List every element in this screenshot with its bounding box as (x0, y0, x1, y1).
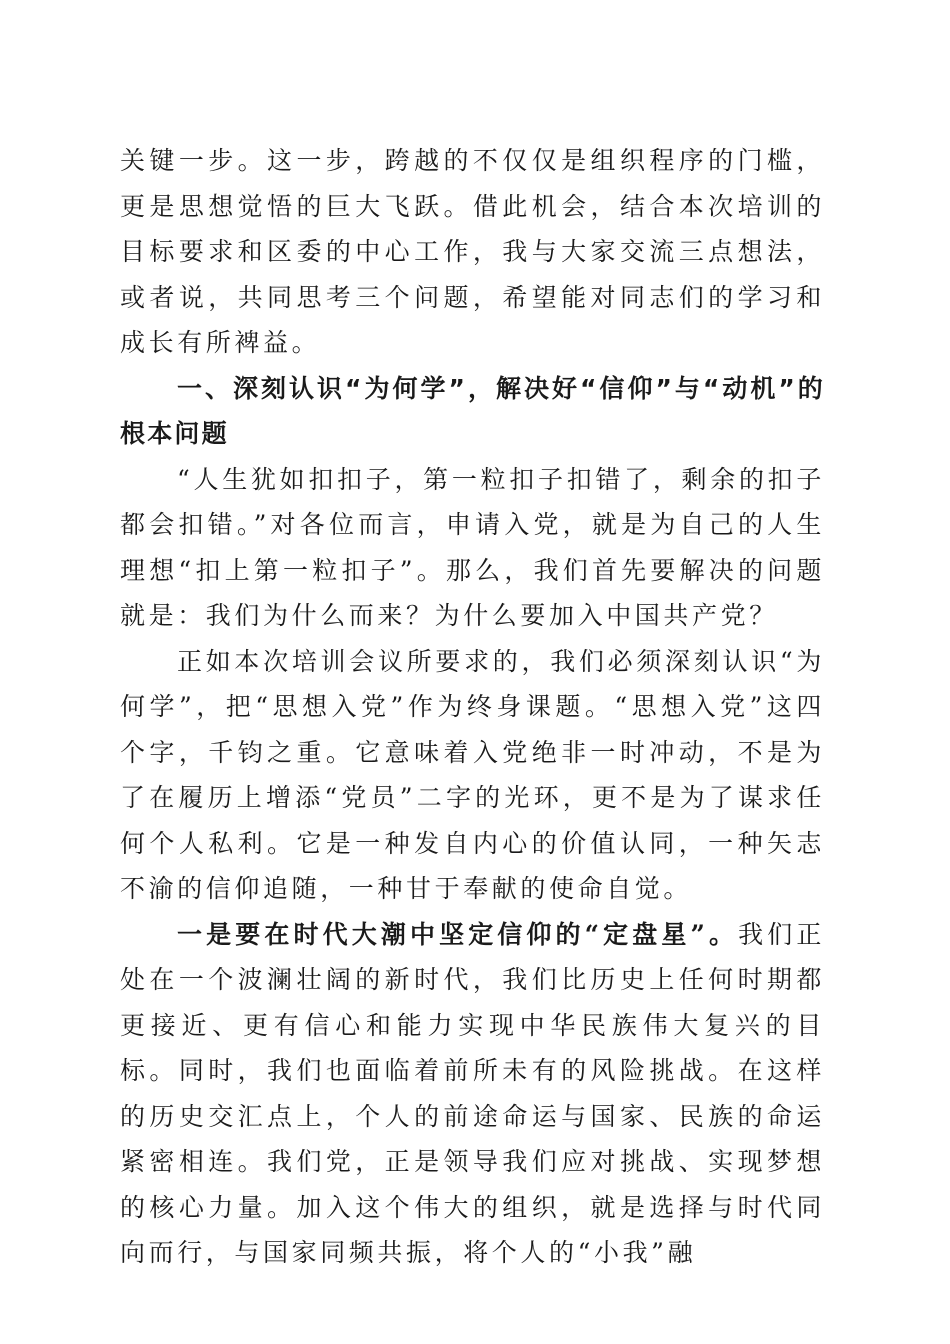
point-lead-text: 一是要在时代大潮中坚定信仰的“定盘星”。 (177, 919, 739, 949)
body-paragraph: “人生犹如扣扣子，第一粒扣子扣错了，剩余的扣子都会扣错。”对各位而言，申请入党，就是为自己的人生理想“扣上第一粒扣子”。那么，我们首先要解决的问题就是：我们为什么而来？为什么要加入中国共产党？ (120, 464, 825, 630)
body-paragraph (120, 912, 825, 1276)
document-body (120, 138, 825, 1276)
point-body-text: 我们正处在一个波澜壮阔的新时代，我们比历史上任何时期都更接近、更有信心和能力实现中华民族伟大复兴的目标。同时，我们也面临着前所未有的风险挑战。在这样的历史交汇点上，个人的前途命运与国家、民族的命运紧密相连。我们党，正是领导我们应对挑战、实现梦想的核心力量。加入这个伟大的组织，就是选择与时代同向而行，与国家同频共振，将个人的“小我”融 (120, 919, 825, 1267)
section-heading: 一、深刻认识“为何学”，解决好“信仰”与“动机”的根本问题 (120, 373, 825, 448)
body-paragraph: 关键一步。这一步，跨越的不仅仅是组织程序的门槛，更是思想觉悟的巨大飞跃。借此机会，结合本次培训的目标要求和区委的中心工作，我与大家交流三点想法，或者说，共同思考三个问题，希望能对同志们的学习和成长有所裨益。 (120, 146, 825, 357)
body-paragraph: 正如本次培训会议所要求的，我们必须深刻认识“为何学”，把“思想入党”作为终身课题。“思想入党”这四个字，千钧之重。它意味着入党绝非一时冲动，不是为了在履历上增添“党员”二字的光环，更不是为了谋求任何个人私利。它是一种发自内心的价值认同，一种矢志不渝的信仰追随，一种甘于奉献的使命自觉。 (120, 646, 825, 903)
